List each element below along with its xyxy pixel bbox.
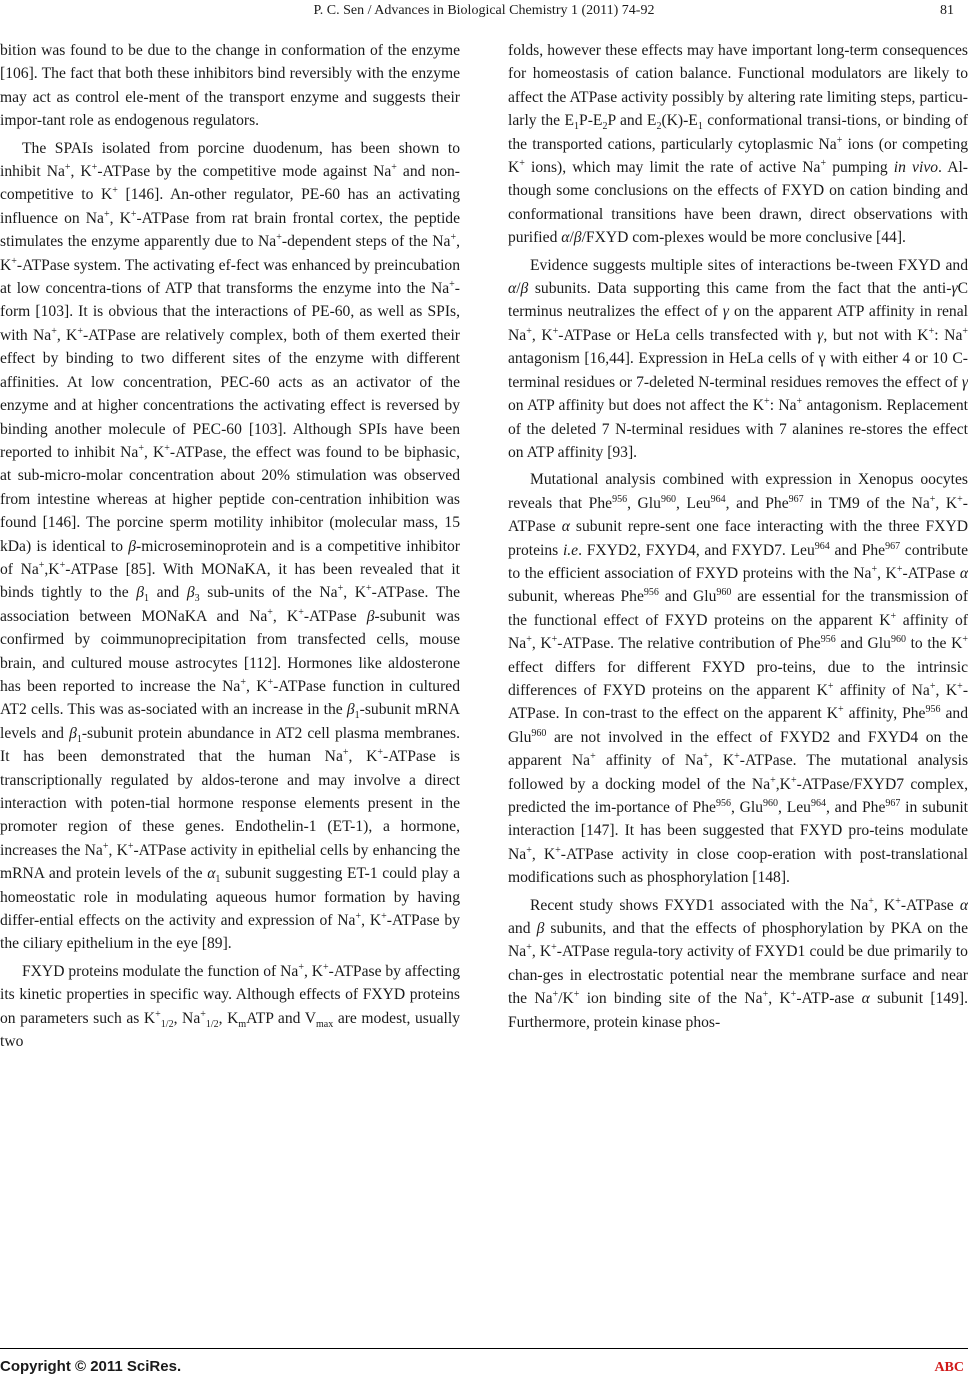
page-footer xyxy=(0,1346,968,1386)
page-number: 81 xyxy=(940,3,954,18)
body-paragraph: Evidence suggests multiple sites of interactions be-tween FXYD and α/β subunits. Data supporting this came from the fact that the anti-γC terminus neutralizes the effect of γ on the apparent ATP affinity in renal Na+, K+-ATPase or HeLa cells transfected with γ, but not with K+: Na+ antagonism [16,44]. Expression in HeLa cells of γ with either 4 or 10 C-terminal residues or 7-deleted N-terminal residues removes the effect of γ on ATP affinity but does not affect the K+: Na+ antagonism. Replacement of the deleted 7 N-terminal residues with 7 alanines re-stores the effect on ATP affinity [93]. xyxy=(508,256,968,461)
right-text-column xyxy=(508,39,968,1034)
body-paragraph: Mutational analysis combined with expression in Xenopus oocytes reveals that Phe$^{956}$, Glu$^{960}$, Leu$^{964}$, and Phe$^{967}$ in TM9 of the Na+, K+-ATPase α subunit repre-sent one face interacting with the three FXYD proteins i.e. FXYD2, FXYD4, and FXYD7. Leu$^{964}$ and Phe$^{967}$ contribute to the efficient association of FXYD proteins with the Na+, K+-ATPase α subunit, whereas Phe$^{956}$ and Glu$^{960}$ are essential for the transmission of the functional effect of FXYD proteins on the apparent K+ affinity of Na+, K+-ATPase. The relative contribution of Phe$^{956}$ and Glu$^{960}$ to the K+ effect differs for different FXYD pro-teins, due to the intrinsic differences of FXYD proteins on the apparent K+ affinity of Na+, K+-ATPase. In con-trast to the effect on the apparent K+ affinity, Phe$^{956}$ and Glu$^{960}$ are not involved in the effect of FXYD2 and FXYD4 on the apparent Na+ affinity of Na+, K+-ATPase. The mutational analysis followed by a docking model of the Na+,K+-ATPase/FXYD7 complex, predicted the im-portance of Phe$^{956}$, Glu$^{960}$, Leu$^{964}$, and Phe$^{967}$ in subunit interaction [147]. It has been suggested that FXYD pro-teins modulate Na+, K+-ATPase activity in close coop-eration with post-translational modifications such as phosphorylation [148]. xyxy=(508,471,968,887)
body-paragraph: The SPAIs isolated from porcine duodenum, has been shown to inhibit Na+, K+-ATPase by the competitive mode against Na+ and non-competitive to K+ [146]. An-other regulator, PE-60 has an activating influence on Na+, K+-ATPase from rat brain frontal cortex, the peptide stimulates the enzyme apparently due to Na+-dependent steps of the Na+, K+-ATPase system. The activating ef-fect was enhanced by preincubation at low concentra-tions of ATP that transforms the enzyme into the Na+-form [103]. It is obvious that the interactions of PE-60, as well as SPIs, with Na+, K+-ATPase are relatively complex, both of them exerted their effect by binding to two different sites of the enzyme with different affinities. At low concentration, PEC-60 acts as an activator of the enzyme and at higher concentrations the activating effect is reversed by binding another molecule of PEC-60 [103]. Although SPIs have been reported to inhibit Na+, K+-ATPase, the effect was found to be biphasic, at sub-micro-molar concentration about 20% stimulation was observed from intestine whereas at higher peptide con-centration inhibition was found [146]. The porcine sperm motility inhibitor (molecular mass, 15 kDa) is identical to β-microseminoprotein and is a competitive inhibitor of Na+,K+-ATPase [85]. With MONaKA, it has been revealed that it binds tightly to the $\beta_1$ and $\beta_3$ sub-units of the Na+, K+-ATPase. The association between MONaKA and Na+, K+-ATPase β-subunit was confirmed by coimmunoprecipitation from transfected cells, mouse brain, and cultured mouse astrocytes [112]. Hormones like aldosterone has been reported to increase the Na+, K+-ATPase function in cultured AT2 cells. This was as-sociated with an increase in the $\beta_1$-subunit mRNA levels and $\beta_1$-subunit protein abundance in AT2 cell plasma membranes. It has been demonstrated that the human Na+, K+-ATPase is transcriptionally regulated by aldos-terone and may involve a direct interaction with poten-tial hormone response elements present in the promoter region of these genes. Endothelin-1 (ET-1), a hormone, increases the Na+, K+-ATPase activity in epithelial cells by enhancing the mRNA and protein levels of the $\alpha_1$ subunit suggesting ET-1 could play a homeostatic role in modulating aqueous humor formation by having differ-ential effects on the activity and expression of Na+, K+-ATPase by the ciliary epithelium in the eye [89]. xyxy=(0,139,461,953)
body-paragraph: FXYD proteins modulate the function of Na+, K+-ATPase by affecting its kinetic properties in specific way. Although effects of FXYD proteins on parameters such as $K^+_{1/2}$, $Na^+_{1/2}$, $K_mATP$ and $V_{max}$ are modest, usually two xyxy=(0,961,461,1051)
running-header xyxy=(0,0,968,22)
running-title: P. C. Sen / Advances in Biological Chemistry 1 (2011) 74-92 xyxy=(313,3,655,18)
body-paragraph: bition was found to be due to the change in conformation of the enzyme [106]. The fact that both these inhibitors bind reversibly with the enzyme may act as control ele-ment of the transport enzyme and suggests their impor-tant role as endogenous regulators. xyxy=(0,42,460,130)
body-paragraph: folds, however these effects may have important long-term consequences for homeostasis of cation balance. Functional modulators are likely to affect the ATPase activity possibly by altering rate limiting steps, particu-larly the $E_1P-E_2P$ and $E_2(K)-E_1$ conformational transi-tions, or binding of the transported cations, particularly cytoplasmic Na+ ions (or competing K+ ions), which may limit the rate of active Na+ pumping in vivo. Al-though some conclusions on the effects of FXYD on cation binding and conformational transitions have been drawn, direct observations with purified α/β/FXYD com-plexes would be more conclusive [44]. xyxy=(508,42,968,247)
body-paragraph: Recent study shows FXYD1 associated with the Na+, K+-ATPase α and β subunits, and that the effects of phosphorylation by PKA on the Na+, K+-ATPase regula-tory activity of FXYD1 could be due primarily to chan-ges in electrostatic potential near the membrane surface and near the Na+/K+ ion binding site of the Na+, K+-ATP-ase α subunit [149]. Furthermore, protein kinase phos- xyxy=(508,895,968,1031)
left-text-column xyxy=(0,39,460,1053)
copyright-notice: Copyright © 2011 SciRes. xyxy=(0,1358,182,1375)
footer-divider xyxy=(0,1348,968,1349)
journal-logo: ABC xyxy=(934,1360,964,1375)
